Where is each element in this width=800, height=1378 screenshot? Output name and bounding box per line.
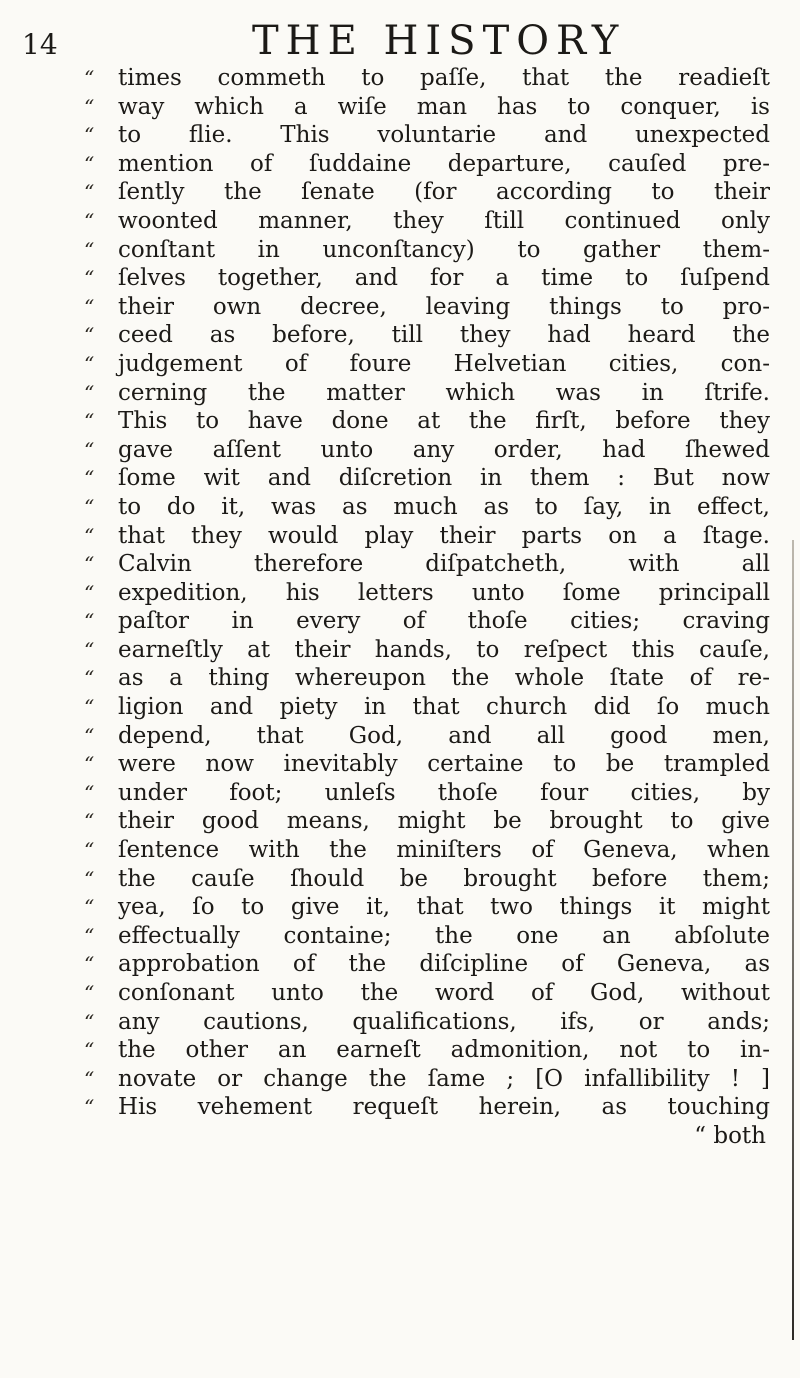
line-text: effectually containe; the one an abſolute xyxy=(118,922,770,949)
quote-mark: “ xyxy=(84,66,95,90)
line-text: any cautions, qualifications, ifs, or ands; xyxy=(118,1008,770,1035)
quote-mark: “ xyxy=(84,123,95,148)
quote-mark: “ xyxy=(84,323,95,348)
line-text: were now inevitably certaine to be trampled xyxy=(118,751,770,778)
line-text: conſonant unto the word of God, without xyxy=(118,980,770,1006)
quote-mark: “ xyxy=(84,94,95,119)
text-line xyxy=(0,464,800,493)
text-line xyxy=(0,121,800,150)
text-line xyxy=(0,207,800,236)
line-text: ligion and piety in that church did ſo much xyxy=(118,694,770,721)
text-line xyxy=(0,350,800,379)
line-text: woonted manner, they ſtill continued only xyxy=(118,207,770,234)
text-line xyxy=(0,922,800,951)
quote-mark: “ xyxy=(84,266,95,291)
text-line xyxy=(0,807,800,836)
quote-mark: “ xyxy=(84,838,95,863)
quote-mark: “ xyxy=(84,237,95,262)
line-text: expedition, his letters unto ſome principall xyxy=(118,579,770,606)
quote-mark: “ xyxy=(84,523,95,548)
text-line xyxy=(0,522,800,551)
body-text xyxy=(0,64,800,1151)
quote-mark: “ xyxy=(84,923,95,948)
quote-mark: “ xyxy=(84,351,95,376)
text-line xyxy=(0,779,800,808)
quote-mark: “ xyxy=(84,809,95,834)
text-line xyxy=(0,950,800,979)
line-text: to flie. This voluntarie and unexpected xyxy=(118,122,770,149)
quote-mark: “ xyxy=(84,609,95,634)
quote-mark: “ xyxy=(84,380,95,405)
quote-mark: “ xyxy=(84,580,95,605)
line-text: approbation of the diſcipline of Geneva, as xyxy=(118,951,770,978)
quote-mark: “ xyxy=(84,723,95,748)
text-line xyxy=(0,321,800,350)
text-line xyxy=(0,607,800,636)
text-line xyxy=(0,664,800,693)
text-line xyxy=(0,693,800,722)
catchword-line xyxy=(0,1122,800,1151)
line-text: paſtor in every of thoſe cities; craving xyxy=(118,608,770,635)
line-text: yea, ſo to give it, that two things it might xyxy=(118,894,770,921)
quote-mark: “ xyxy=(84,895,95,920)
line-text: their own decree, leaving things to pro- xyxy=(118,293,770,320)
text-line xyxy=(0,436,800,465)
running-head: THE HISTORY xyxy=(252,18,626,64)
text-line xyxy=(0,264,800,293)
text-line xyxy=(0,979,800,1008)
text-line xyxy=(0,750,800,779)
line-text: depend, that God, and all good men, xyxy=(118,722,770,749)
quote-mark: “ xyxy=(84,1066,95,1091)
text-line xyxy=(0,236,800,265)
line-text: that they would play their parts on a ſtage. xyxy=(118,522,770,549)
line-text: conſtant in unconſtancy) to gather them- xyxy=(118,236,770,263)
line-text: way which a wiſe man has to conquer, is xyxy=(118,93,770,120)
quote-mark: “ xyxy=(84,437,95,462)
quote-mark: “ xyxy=(84,1095,95,1120)
quote-mark: “ xyxy=(84,208,95,233)
text-line xyxy=(0,64,800,93)
quote-mark: “ xyxy=(84,981,95,1005)
line-text: ſelves together, and for a time to ſuſpend xyxy=(118,265,770,292)
line-text: as a thing whereupon the whole ſtate of re- xyxy=(118,665,770,692)
line-text: cerning the matter which was in ſtrife. xyxy=(118,379,770,406)
page-header xyxy=(22,10,760,66)
text-line xyxy=(0,150,800,179)
text-line xyxy=(0,893,800,922)
quote-mark: “ xyxy=(84,552,95,577)
text-line xyxy=(0,1036,800,1065)
quote-mark: “ xyxy=(84,752,95,777)
line-text: gave aſſent unto any order, had ſhewed xyxy=(118,436,770,463)
quote-mark: “ xyxy=(84,494,95,519)
line-text: Calvin therefore diſpatcheth, with all xyxy=(118,551,770,578)
line-text: the other an earneſt admonition, not to in- xyxy=(118,1037,770,1064)
text-line xyxy=(0,93,800,122)
line-text: times commeth to paſſe, that the readieſt xyxy=(118,65,770,91)
quote-mark: “ xyxy=(84,294,95,319)
line-text: ſome wit and diſcretion in them : But now xyxy=(118,465,770,492)
line-text: mention of ſuddaine departure, cauſed pre- xyxy=(118,150,770,177)
quote-mark: “ xyxy=(84,1009,95,1034)
text-line xyxy=(0,1065,800,1094)
line-text: under foot; unleſs thoſe four cities, by xyxy=(118,779,770,806)
line-text: to do it, was as much as to ſay, in effect, xyxy=(118,493,770,520)
quote-mark: “ xyxy=(84,409,95,434)
quote-mark: “ xyxy=(84,637,95,662)
text-line xyxy=(0,178,800,207)
quote-mark: “ xyxy=(84,780,95,805)
quote-mark: “ xyxy=(84,1038,95,1063)
line-text: ceed as before, till they had heard the xyxy=(118,322,770,349)
text-line xyxy=(0,865,800,894)
quote-mark: “ xyxy=(84,151,95,176)
line-text: earneſtly at their hands, to reſpect this cauſe, xyxy=(118,636,770,663)
quote-mark: “ xyxy=(84,952,95,977)
text-line xyxy=(0,722,800,751)
line-text: This to have done at the firſt, before they xyxy=(118,408,770,435)
text-line xyxy=(0,550,800,579)
text-line xyxy=(0,579,800,608)
text-line xyxy=(0,379,800,408)
quote-mark: “ xyxy=(84,180,95,205)
page-edge-shadow xyxy=(792,540,794,1340)
line-text: ſentence with the miniſters of Geneva, when xyxy=(118,837,770,864)
line-text: their good means, might be brought to give xyxy=(118,808,770,835)
quote-mark: “ xyxy=(84,866,95,891)
quote-mark: “ xyxy=(84,695,95,720)
quote-mark: “ xyxy=(84,666,95,691)
text-line xyxy=(0,1008,800,1037)
line-text: His vehement requeſt herein, as touching xyxy=(118,1094,770,1121)
text-line xyxy=(0,493,800,522)
text-line xyxy=(0,293,800,322)
line-text: novate or change the ſame ; [O infallibility ! ] xyxy=(118,1065,770,1092)
line-text: the cauſe ſhould be brought before them; xyxy=(118,865,770,892)
text-line xyxy=(0,1093,800,1122)
line-text: ſently the ſenate (for according to their xyxy=(118,179,770,206)
catchword: “ both xyxy=(694,1122,766,1149)
line-text: judgement of foure Helvetian cities, con- xyxy=(118,350,770,377)
text-line xyxy=(0,636,800,665)
quote-mark: “ xyxy=(84,466,95,491)
page-number: 14 xyxy=(22,28,58,61)
text-line xyxy=(0,836,800,865)
text-line xyxy=(0,407,800,436)
